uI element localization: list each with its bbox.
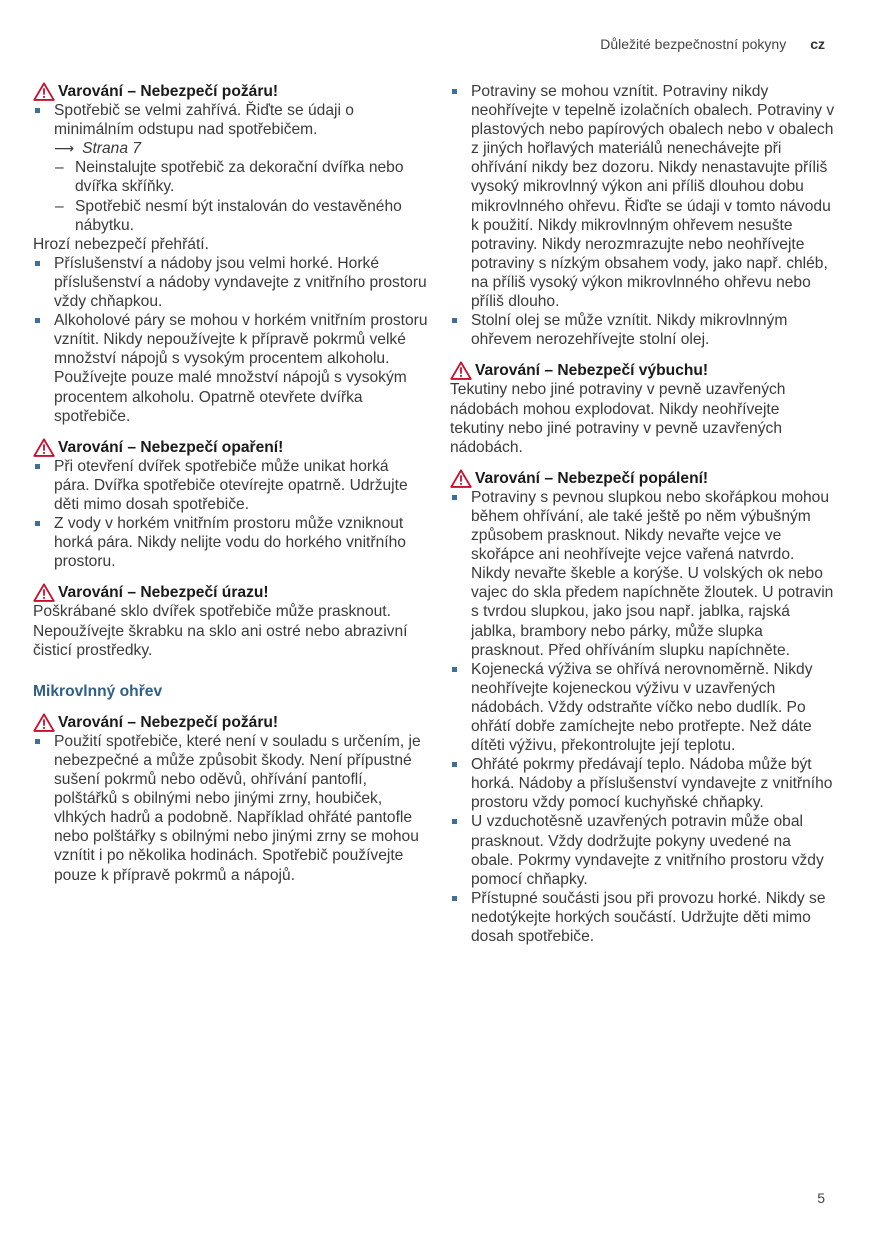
list-item: Potraviny s pevnou slupkou nebo skořápkou mohou během ohřívání, ale také ještě po něm výbušným způsobem prasknout. Nikdy nevařte vejce ve skořápce ani neohřívejte vejce vařená natvrdo. Nikdy nevařte škeble a korýše. U volských ok nebo vajec do skla předem napíchněte žloutek. U potravin s tvrdou slupkou, jako jsou např. jablka, rajská jablka, brambory nebo párky, může slupka prasknout. Před ohříváním slupku napíchněte. [450, 488, 835, 660]
page-number: 5 [817, 1190, 825, 1206]
scald-warning-block [33, 438, 428, 572]
warning-triangle-icon [33, 583, 55, 602]
language-code: cz [810, 36, 825, 52]
arrow-right-icon: ⟶ [54, 140, 75, 157]
ignition-list-block [450, 82, 835, 349]
list-item: Ohřáté pokrmy předávají teplo. Nádoba může být horká. Nádoby a příslušenství vyndavejte z vnitřního prostoru vždy pomocí kuchyňské chňapky. [450, 755, 835, 812]
paragraph: Tekutiny nebo jiné potraviny v pevně uzavřených nádobách mohou explodovat. Nikdy neohřívejte tekutiny nebo jiné potraviny v pevně uzavřených nádobách. [450, 381, 786, 456]
warning-heading: Varování – Nebezpečí požáru! [33, 713, 428, 732]
page-reference [33, 139, 428, 158]
list-item: Použití spotřebiče, které není v souladu s určením, je nebezpečné a může způsobit škody. Není přípustné sušení pokrmů nebo oděvů, ohřívání pantoflí, polštářků s obilnými nebo jinými zrny, houbiček, vlhkých hadrů a podobně. Například ohřáté pantofle nebo polštářky s obilnými nebo jinými zrny se mohou vznítit i po několika hodinách. Spotřebič používejte pouze k přípravě pokrmů a nápojů. [33, 732, 428, 885]
list-item: Potraviny se mohou vznítit. Potraviny nikdy neohřívejte v tepelně izolačních obalech. Potraviny v plastových nebo papírových obalech nebo v obalech z jiných hořlavých materiálů nenechávejte při ohřívání nikdy bez dozoru. Nikdy nenastavujte příliš vysoký mikrovlnný výkon ani příliš dlouhou dobu mikrovlnného ohřevu. Řiďte se údaji v tomto návodu k použití. Nikdy mikrovlnným ohřevem nesušte potraviny. Nikdy nerozmrazujte nebo neohřívejte potraviny s nízkým obsahem vody, jako např. chléb, na příliš vysoký výkon mikrovlnného ohřevu nebo příliš dlouho. [450, 82, 835, 311]
list-item: Z vody v horkém vnitřním prostoru může vzniknout horká pára. Nikdy nelijte vodu do horkého vnitřního prostoru. [33, 514, 428, 571]
warning-triangle-icon [33, 713, 55, 732]
list-item: Alkoholové páry se mohou v horkém vnitřním prostoru vznítit. Nikdy nepoužívejte k přípravě pokrmů velké množství nápojů s vysokým procentem alkoholu. Používejte pouze malé množství nápojů s vysokým procentem alkoholu. Opatrně otevřete dvířka spotřebiče. [33, 311, 428, 426]
list-item: Při otevření dvířek spotřebiče může unikat horká pára. Dvířka spotřebiče otevírejte opatrně. Udržujte děti mimo dosah spotřebiče. [33, 457, 428, 514]
page-reference-link[interactable]: Strana 7 [82, 140, 142, 158]
right-column [450, 82, 835, 958]
section-title: Mikrovlnný ohřev [33, 682, 163, 700]
list-item: Stolní olej se může vznítit. Nikdy mikrovlnným ohřevem nerozehřívejte stolní olej. [450, 311, 835, 349]
sub-list-item: – Spotřebič nesmí být instalován do vestavěného nábytku. [33, 197, 428, 235]
sub-list-item: – Neinstalujte spotřebič za dekorační dvířka nebo dvířka skříňky. [33, 158, 428, 196]
warning-triangle-icon [33, 438, 55, 457]
warning-heading: Varování – Nebezpečí popálení! [450, 469, 835, 488]
paragraph: Poškrábané sklo dvířek spotřebiče může prasknout. Nepoužívejte škrabku na sklo ani ostré nebo abrazivní čisticí prostředky. [33, 603, 408, 659]
warning-heading: Varování – Nebezpečí požáru! [33, 82, 428, 101]
warning-triangle-icon [450, 469, 472, 488]
injury-warning-block [33, 583, 428, 659]
explosion-warning-block [450, 361, 835, 456]
list-item: Přístupné součásti jsou při provozu horké. Nikdy se nedotýkejte horkých součástí. Udržujte děti mimo dosah spotřebiče. [450, 889, 835, 946]
header-title: Důležité bezpečnostní pokyny [600, 36, 787, 52]
page-header [600, 36, 825, 52]
left-column [33, 82, 428, 897]
warning-heading: Varování – Nebezpečí úrazu! [33, 583, 428, 602]
fire-warning-block [33, 82, 428, 426]
warning-heading: Varování – Nebezpečí výbuchu! [450, 361, 835, 380]
burn-warning-block [450, 469, 835, 946]
paragraph: Hrozí nebezpečí přehřátí. [33, 235, 209, 253]
microwave-fire-warning-block [33, 713, 428, 885]
list-item: U vzduchotěsně uzavřených potravin může obal prasknout. Vždy dodržujte pokyny uvedené na obale. Pokrmy vyndavejte z vnitřního prostoru vždy pomocí chňapky. [450, 812, 835, 888]
list-item: Příslušenství a nádoby jsou velmi horké. Horké příslušenství a nádoby vyndavejte z vnitřního prostoru vždy chňapkou. [33, 254, 428, 311]
warning-triangle-icon [33, 82, 55, 101]
warning-triangle-icon [450, 361, 472, 380]
warning-heading: Varování – Nebezpečí opaření! [33, 438, 428, 457]
list-item: Spotřebič se velmi zahřívá. Řiďte se údaji o minimálním odstupu nad spotřebičem. [33, 101, 428, 139]
list-item: Kojenecká výživa se ohřívá nerovnoměrně. Nikdy neohřívejte kojeneckou výživu v uzavřených nádobách. Vždy odstraňte víčko nebo dudlík. Po ohřátí dobře zamíchejte nebo protřepte. Než dáte dítěti výživu, překontrolujte její teplotu. [450, 660, 835, 755]
